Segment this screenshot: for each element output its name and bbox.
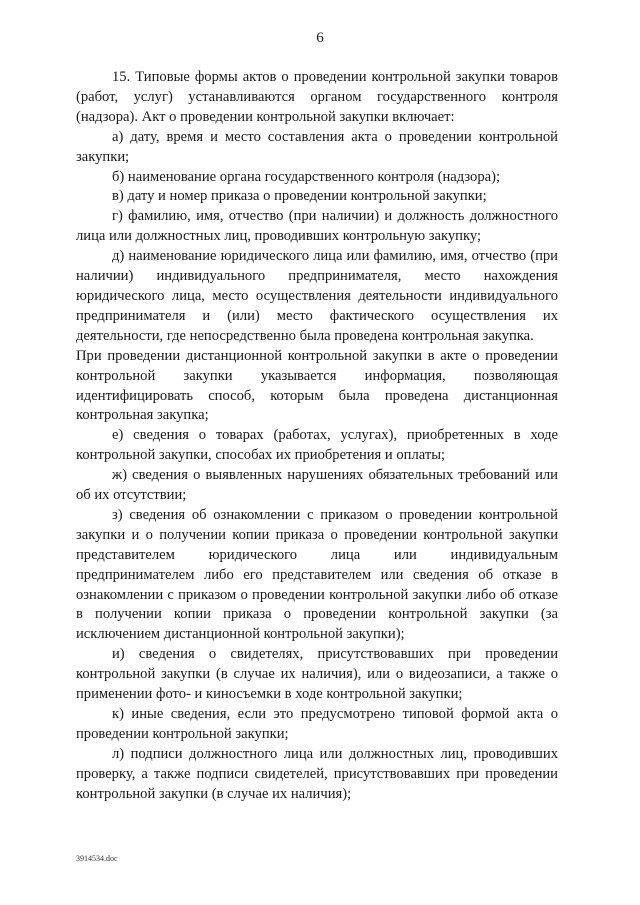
item-k: к) иные сведения, если это предусмотрено типовой формой акта о проведении контрольной закупки; (76, 706, 558, 742)
item-d: д) наименование юридического лица или фамилию, имя, отчество (при наличии) индивидуального предпринимателя, место нахождения юридического лица, место осуществления деятельности индивидуального предпринимателя и (или) место фактического осуществления их деятельности, где непосредственно была проведена контрольная закупка. (76, 248, 558, 344)
footer-filename: 3914534.doc (76, 854, 118, 863)
item-zh: ж) сведения о выявленных нарушениях обязательных требований или об их отсутствии; (76, 467, 558, 504)
item-g: г) фамилию, имя, отчество (при наличии) и должность должностного лица или должностных лиц, проводивших контрольную закупку; (76, 208, 558, 245)
item-e: е) сведения о товарах (работах, услугах), приобретенных в ходе контрольной закупки, способах их приобретения и оплаты; (76, 427, 558, 464)
paragraph-15: 15. Типовые формы актов о проведении контрольной закупки товаров (работ, услуг) устанавливаются органом государственного контроля (надзора). Акт о проведении контрольной закупки включает: (76, 69, 558, 125)
remote-purchase-note: При проведении дистанционной контрольной закупки в акте о проведении контрольной закупки указывается информация, позволяющая идентифицировать способ, которым была проведена дистанционная контрольная закупка; (76, 347, 558, 424)
item-a: а) дату, время и место составления акта о проведении контрольной закупки; (76, 128, 558, 165)
item-i: и) сведения о свидетелях, присутствовавших при проведении контрольной закупки (в случае их наличия), или о видеозаписи, а также о применении фото- и киносъемки в ходе контрольной закупки; (76, 646, 558, 703)
document-body (76, 68, 558, 805)
item-b: б) наименование органа государственного контроля (надзора); (112, 168, 501, 185)
item-z: з) сведения об ознакомлении с приказом о проведении контрольной закупки и о получении копии приказа о проведении контрольной закупки представителем юридического лица или индивидуальным предпринимателем либо его представителем или сведения об отказе в ознакомлении с приказом о проведении контрольной закупки либо об отказе в получении копии приказа о проведении контрольной закупки (за исключением дистанционной контрольной закупки); (76, 506, 558, 643)
item-v: в) дату и номер приказа о проведении контрольной закупки; (112, 188, 487, 205)
item-l: л) подписи должностного лица или должностных лиц, проводивших проверку, а также подписи свидетелей, присутствовавших при проведении контрольной закупки (в случае их наличия); (76, 745, 558, 802)
page-number: 6 (316, 30, 324, 46)
